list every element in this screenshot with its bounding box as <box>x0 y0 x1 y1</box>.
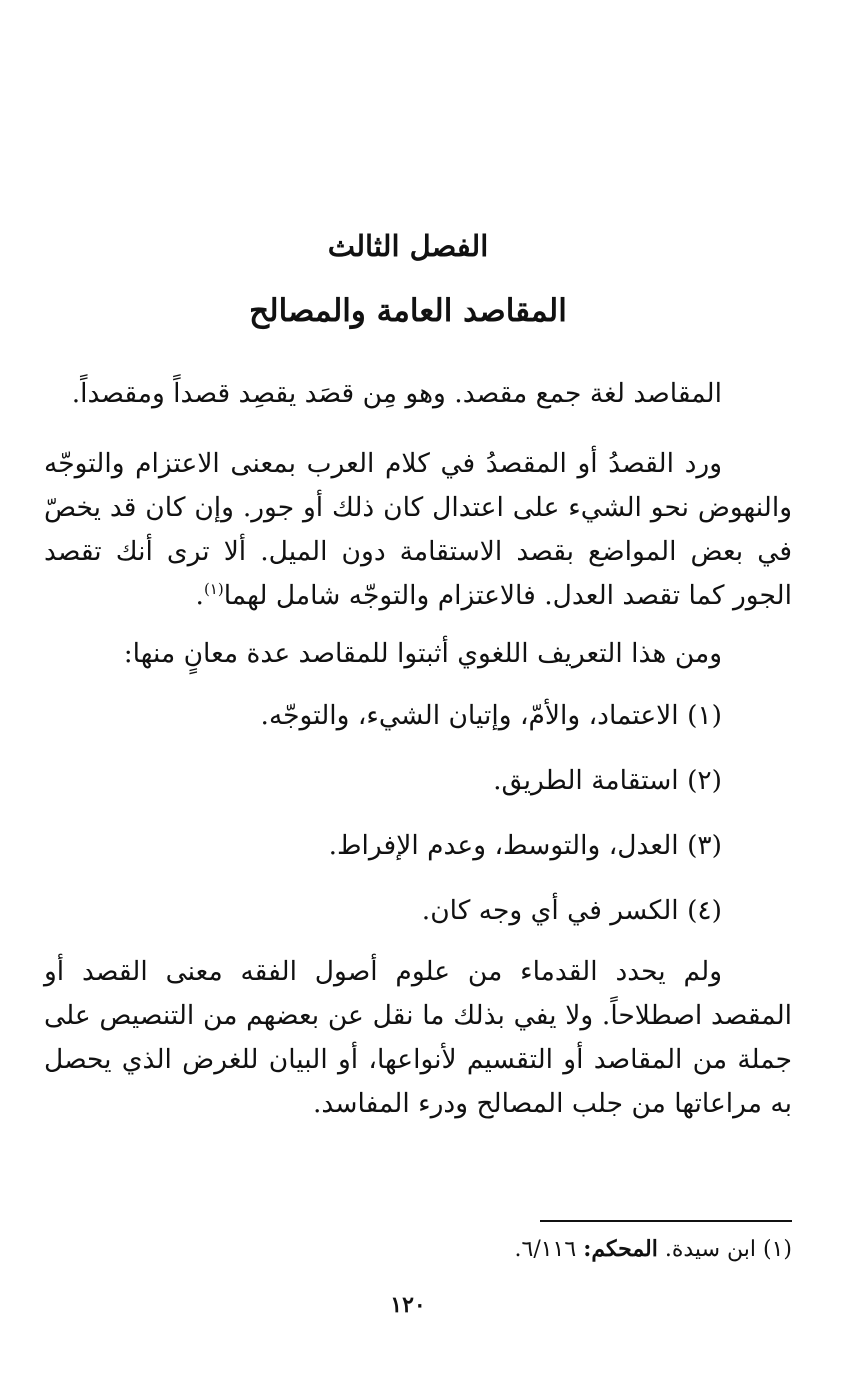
list-item: (٢) استقامة الطريق. <box>493 765 722 796</box>
meanings-list <box>44 694 792 933</box>
list-item: (١) الاعتماد، والأمّ، وإتيان الشيء، والتوجّه. <box>260 700 722 731</box>
paragraph-usage <box>44 442 792 618</box>
footnote-reference[interactable]: (١) <box>203 580 224 599</box>
footnote-author: ابن سيدة. <box>664 1237 756 1262</box>
footnote <box>44 1232 792 1267</box>
list-item: (٣) العدل، والتوسط، وعدم الإفراط. <box>328 830 722 861</box>
chapter-label: الفصل الثالث <box>327 229 489 263</box>
footnote-reference-pages: ٦/١١٦. <box>514 1237 577 1262</box>
footnote-work-title: المحكم: <box>583 1236 658 1262</box>
chapter-title: المقاصد العامة والمصالح <box>249 293 567 329</box>
paragraph-meanings-intro: ومن هذا التعريف اللغوي أثبتوا للمقاصد عدة معانٍ منها: <box>123 638 722 669</box>
footnote-divider <box>540 1220 792 1222</box>
paragraph-terminology: ولم يحدد القدماء من علوم أصول الفقه معنى القصد أو المقصد اصطلاحاً. ولا يفي بذلك ما نقل عن بعضهم من التنصيص على جملة من المقاصد أو التقسيم لأنواعها، أو البيان للغرض الذي يحصل به مراعاتها من جلب المصالح ودرء المفاسد. <box>44 956 792 1119</box>
page-number: ١٢٠ <box>390 1292 426 1318</box>
book-page <box>44 0 792 1380</box>
footnote-marker: (١) <box>762 1237 792 1262</box>
paragraph-usage-end: . <box>195 580 204 611</box>
body-text <box>44 372 792 1126</box>
paragraph-definition: المقاصد لغة جمع مقصد. وهو مِن قصَد يقصِد قصداً ومقصداً. <box>71 378 722 409</box>
list-item: (٤) الكسر في أي وجه كان. <box>421 895 722 926</box>
paragraph-usage-text: ورد القصدُ أو المقصدُ في كلام العرب بمعنى الاعتزام والتوجّه والنهوض نحو الشيء على اعتدال كان ذلك أو جور. وإن كان قد يخصّ في بعض المواضع بقصد الاستقامة دون الميل. ألا ترى أنك تقصد الجور كما تقصد العدل. فالاعتزام والتوجّه شامل لهما <box>44 448 792 611</box>
